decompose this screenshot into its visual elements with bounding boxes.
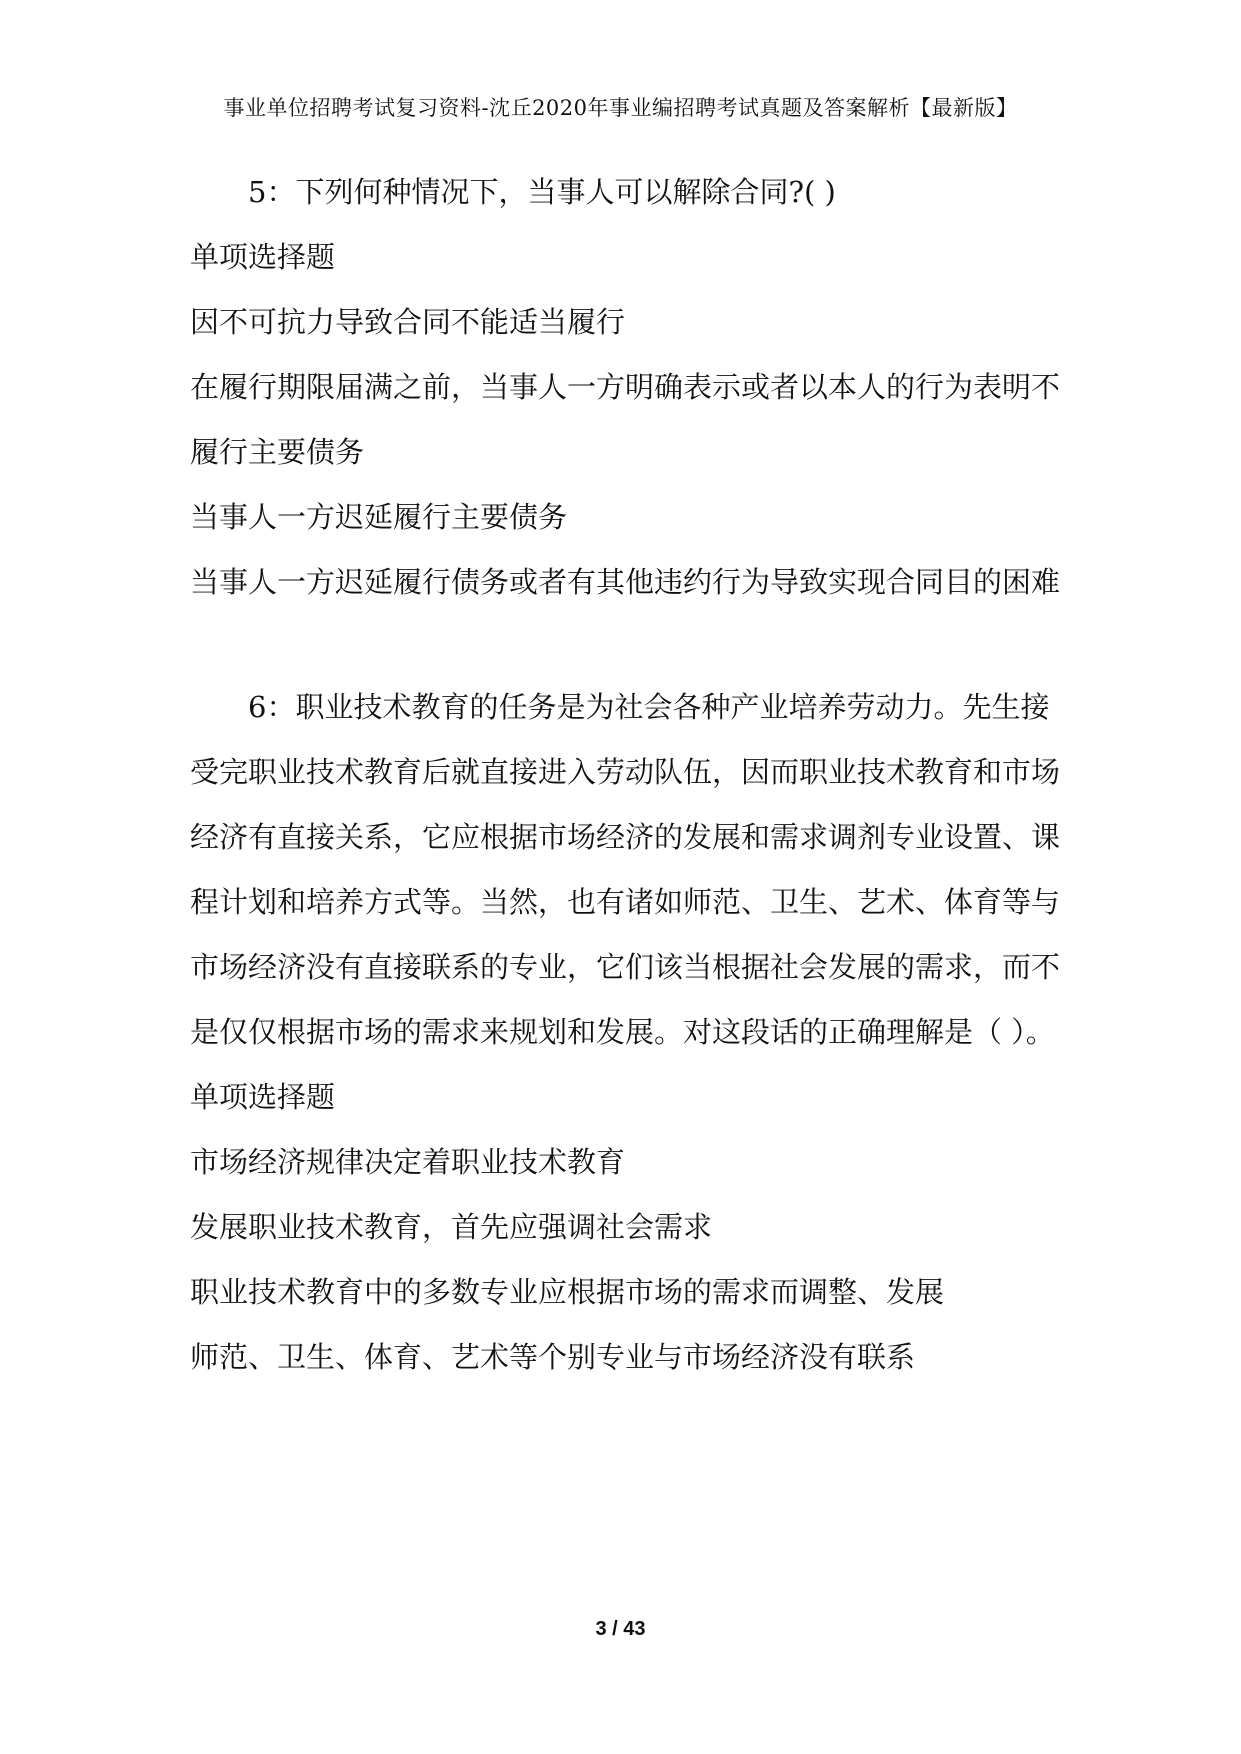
option-c: 职业技术教育中的多数专业应根据市场的需求而调整、发展	[190, 1275, 945, 1309]
question-stem: 5：下列何种情况下，当事人可以解除合同?( )	[248, 175, 836, 209]
option-d: 当事人一方迟延履行债务或者有其他违约行为导致实现合同目的困难	[190, 565, 1061, 599]
option-b: 发展职业技术教育，首先应强调社会需求	[190, 1210, 713, 1244]
option-d: 师范、卫生、体育、艺术等个别专业与市场经济没有联系	[190, 1340, 916, 1374]
option-b: 在履行期限届满之前，当事人一方明确表示或者以本人的行为表明不履行主要债务	[190, 370, 1061, 469]
question-type: 单项选择题	[190, 240, 336, 274]
page-header: 事业单位招聘考试复习资料-沈丘2020年事业编招聘考试真题及答案解析【最新版】	[223, 96, 1018, 120]
option-a: 市场经济规律决定着职业技术教育	[190, 1145, 626, 1179]
question-6	[190, 675, 1070, 1390]
question-stem: 6：职业技术教育的任务是为社会各种产业培养劳动力。先生接受完职业技术教育后就直接进入劳动队伍，因而职业技术教育和市场经济有直接关系，它应根据市场经济的发展和需求调剂专业设置、课程计划和培养方式等。当然，也有诸如师范、卫生、艺术、体育等与市场经济没有直接联系的专业，它们该当根据社会发展的需求，而不是仅仅根据市场的需求来规划和发展。对这段话的正确理解是（ ）。	[190, 690, 1061, 1049]
option-c: 当事人一方迟延履行主要债务	[190, 500, 568, 534]
question-5	[190, 160, 1070, 615]
page-content	[190, 160, 1070, 1390]
page-number: 3 / 43	[595, 1618, 646, 1640]
question-type: 单项选择题	[190, 1080, 336, 1114]
option-a: 因不可抗力导致合同不能适当履行	[190, 305, 626, 339]
